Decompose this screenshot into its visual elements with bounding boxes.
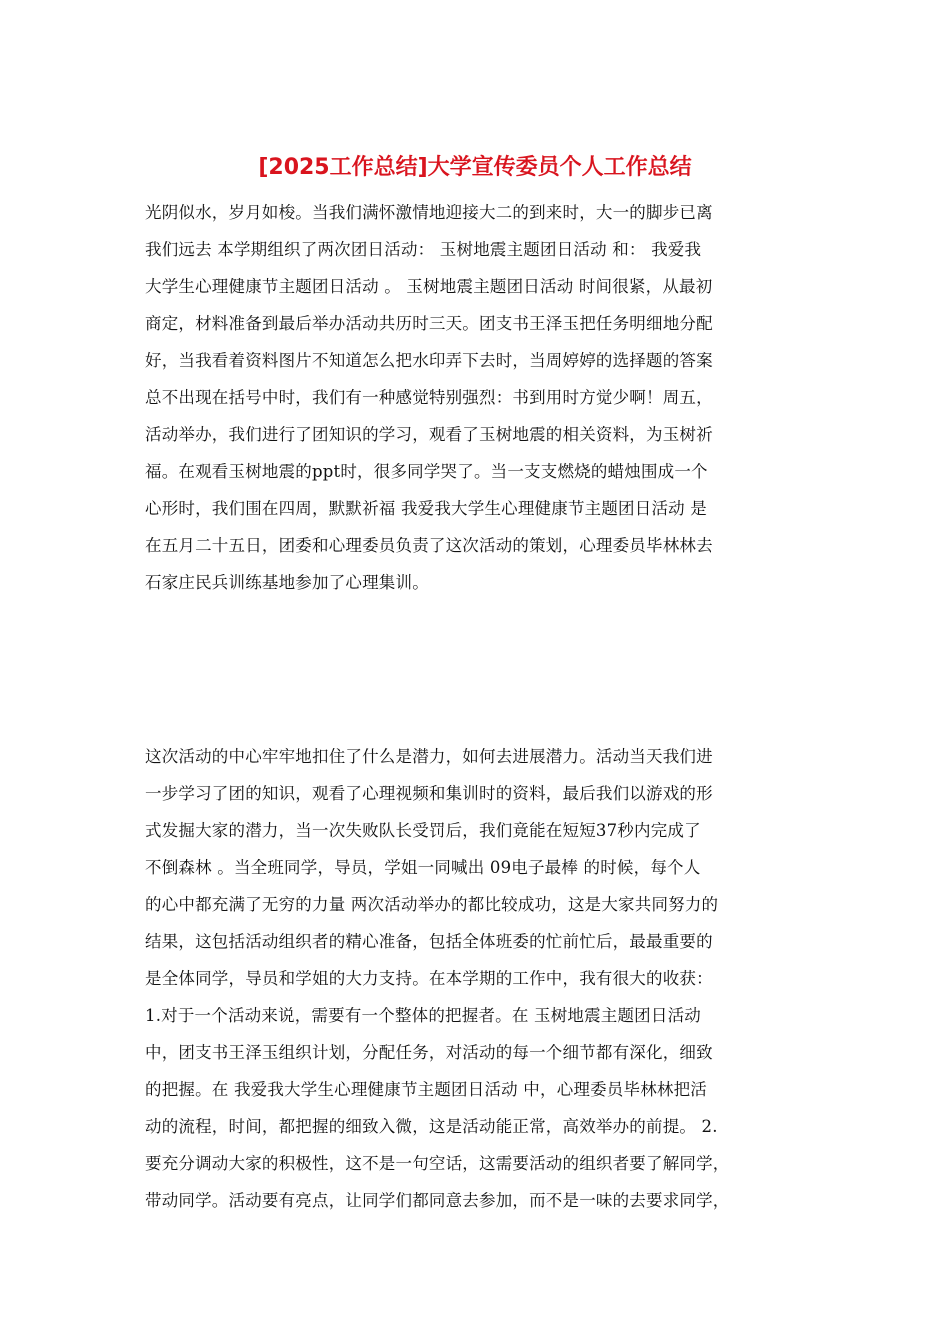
text-line: 的把握。在 我爱我大学生心理健康节主题团日活动 中，心理委员毕林林把活 (145, 1080, 707, 1099)
text-line: 福。在观看玉树地震的ppt时，很多同学哭了。当一支支燃烧的蜡烛围成一个 (145, 462, 708, 481)
paragraph-2 (145, 738, 815, 1219)
text-line: 是全体同学，导员和学姐的大力支持。在本学期的工作中，我有很大的收获： (145, 969, 713, 988)
text-line: 中，团支书王泽玉组织计划，分配任务，对活动的每一个细节都有深化，细致 (145, 1043, 713, 1062)
text-line: 大学生心理健康节主题团日活动 。 玉树地震主题团日活动 时间很紧，从最初 (145, 277, 713, 296)
paragraph-1 (145, 194, 815, 601)
text-line: 带动同学。活动要有亮点，让同学们都同意去参加，而不是一味的去要求同学， (145, 1191, 730, 1210)
text-line: 1.对于一个活动来说，需要有一个整体的把握者。在 玉树地震主题团日活动 (145, 1006, 701, 1025)
text-line: 动的流程，时间，都把握的细致入微，这是活动能正常，高效举办的前提。 2. (145, 1117, 718, 1136)
text-line: 活动举办，我们进行了团知识的学习，观看了玉树地震的相关资料，为玉树祈 (145, 425, 713, 444)
text-line: 商定，材料准备到最后举办活动共历时三天。团支书王泽玉把任务明细地分配 (145, 314, 713, 333)
text-line: 总不出现在括号中时，我们有一种感觉特别强烈：书到用时方觉少啊！周五， (145, 388, 713, 407)
text-line: 一步学习了团的知识，观看了心理视频和集训时的资料，最后我们以游戏的形 (145, 784, 713, 803)
text-line: 要充分调动大家的积极性，这不是一句空话，这需要活动的组织者要了解同学， (145, 1154, 730, 1173)
text-line: 石家庄民兵训练基地参加了心理集训。 (145, 573, 429, 592)
text-line: 不倒森林 。当全班同学，导员，学姐一同喊出 09电子最棒 的时候，每个人 (145, 858, 701, 877)
text-line: 光阴似水，岁月如梭。当我们满怀激情地迎接大二的到来时，大一的脚步已离 (145, 203, 713, 222)
text-line: 结果，这包括活动组织者的精心准备，包括全体班委的忙前忙后，最最重要的 (145, 932, 713, 951)
text-line: 式发掘大家的潜力，当一次失败队长受罚后，我们竟能在短短37秒内完成了 (145, 821, 701, 840)
text-line: 心形时，我们围在四周，默默祈福 我爱我大学生心理健康节主题团日活动 是 (145, 499, 707, 518)
text-line: 这次活动的中心牢牢地扣住了什么是潜力，如何去进展潜力。活动当天我们进 (145, 747, 713, 766)
text-line: 我们远去 本学期组织了两次团日活动： 玉树地震主题团日活动 和： 我爱我 (145, 240, 702, 259)
document-title: [2025工作总结]大学宣传委员个人工作总结 (258, 155, 692, 180)
text-line: 在五月二十五日，团委和心理委员负责了这次活动的策划，心理委员毕林林去 (145, 536, 713, 555)
text-line: 好，当我看着资料图片不知道怎么把水印弄下去时，当周婷婷的选择题的答案 (145, 351, 713, 370)
text-line: 的心中都充满了无穷的力量 两次活动举办的都比较成功，这是大家共同努力的 (145, 895, 719, 914)
